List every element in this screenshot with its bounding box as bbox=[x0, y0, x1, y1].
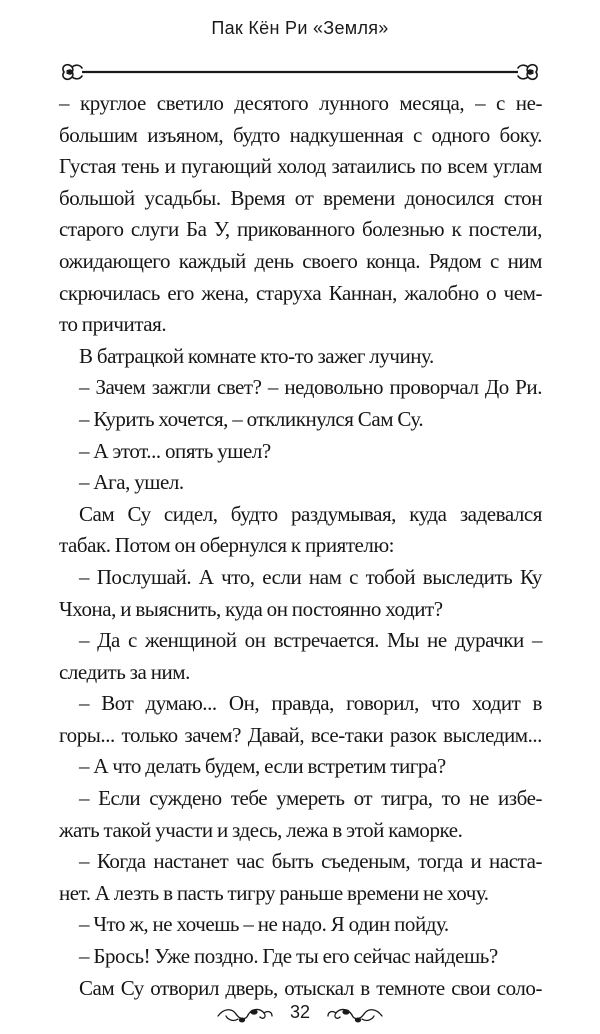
text-line: – А этот... опять ушел? bbox=[79, 438, 271, 463]
text-line: – Зачем зажгли свет? – недовольно проворчал До Ри. bbox=[79, 375, 542, 400]
text-line: табак. Потом он обернулся к приятелю: bbox=[59, 533, 395, 558]
text-line: – Вот думаю... Он, правда, говорил, что ходит в bbox=[79, 691, 542, 716]
text-line: Чхона, и выяснить, куда он постоянно ходит? bbox=[59, 596, 443, 621]
text-line: ожидающего каждый день своего конца. Рядом с ним bbox=[59, 248, 542, 273]
page-number: 32 bbox=[289, 1002, 311, 1022]
text-line: – Да с женщиной он встречается. Мы не дурачки – bbox=[79, 628, 542, 653]
text-line: – Послушай. А что, если нам с тобой выследить Ку bbox=[79, 564, 542, 589]
text-line: – Когда настанет час быть съеденым, тогда и наста- bbox=[79, 849, 542, 874]
running-header: Пак Кён Ри «Земля» bbox=[211, 18, 389, 38]
text-line: – Брось! Уже поздно. Где ты его сейчас найдешь? bbox=[79, 944, 498, 969]
text-line: большой усадьбы. Время от времени доносился стон bbox=[59, 185, 542, 210]
text-line: Густая тень и пугающий холод затаились по всем углам bbox=[59, 154, 542, 179]
text-line: горы... только зачем? Давай, все-таки разок выследим... bbox=[59, 722, 542, 747]
text-line: нет. А лезть в пасть тигру раньше времени не хочу. bbox=[59, 880, 489, 905]
text-line: скрючилась его жена, старуха Каннан, жалобно о чем- bbox=[59, 280, 542, 305]
floral-flourish-right-icon bbox=[326, 1004, 384, 1031]
text-line: – Если суждено тебе умереть от тигра, то не избе- bbox=[79, 786, 542, 811]
text-line: старого слуги Ба У, прикованного болезнью к постели, bbox=[59, 217, 542, 242]
text-line: то причитая. bbox=[59, 312, 167, 337]
text-line: – Что ж, не хочешь – не надо. Я один пойду. bbox=[79, 912, 449, 937]
floral-flourish-left-icon bbox=[216, 1004, 274, 1031]
text-line: большим изъяном, будто надкушенная с одного боку. bbox=[59, 122, 542, 147]
text-line: – А что делать будем, если встретим тигра? bbox=[79, 754, 446, 779]
body-text bbox=[59, 88, 542, 1004]
header-divider bbox=[58, 56, 542, 90]
text-line: – Курить хочется, – откликнулся Сам Су. bbox=[79, 406, 424, 431]
text-line: Сам Су отворил дверь, отыскал в темноте свои соло- bbox=[79, 975, 542, 1000]
text-line: следить за ним. bbox=[59, 659, 190, 684]
text-line: жать такой участи и здесь, лежа в этой каморке. bbox=[59, 817, 463, 842]
text-line: Сам Су сидел, будто раздумывая, куда задевался bbox=[79, 501, 542, 526]
page-footer bbox=[0, 1000, 600, 1034]
text-line: – Ага, ушел. bbox=[79, 470, 184, 495]
flourish-divider-icon bbox=[58, 56, 542, 90]
text-line: – круглое светило десятого лунного месяца, – с не- bbox=[59, 91, 542, 115]
text-line: В батрацкой комнате кто-то зажег лучину. bbox=[79, 343, 434, 368]
